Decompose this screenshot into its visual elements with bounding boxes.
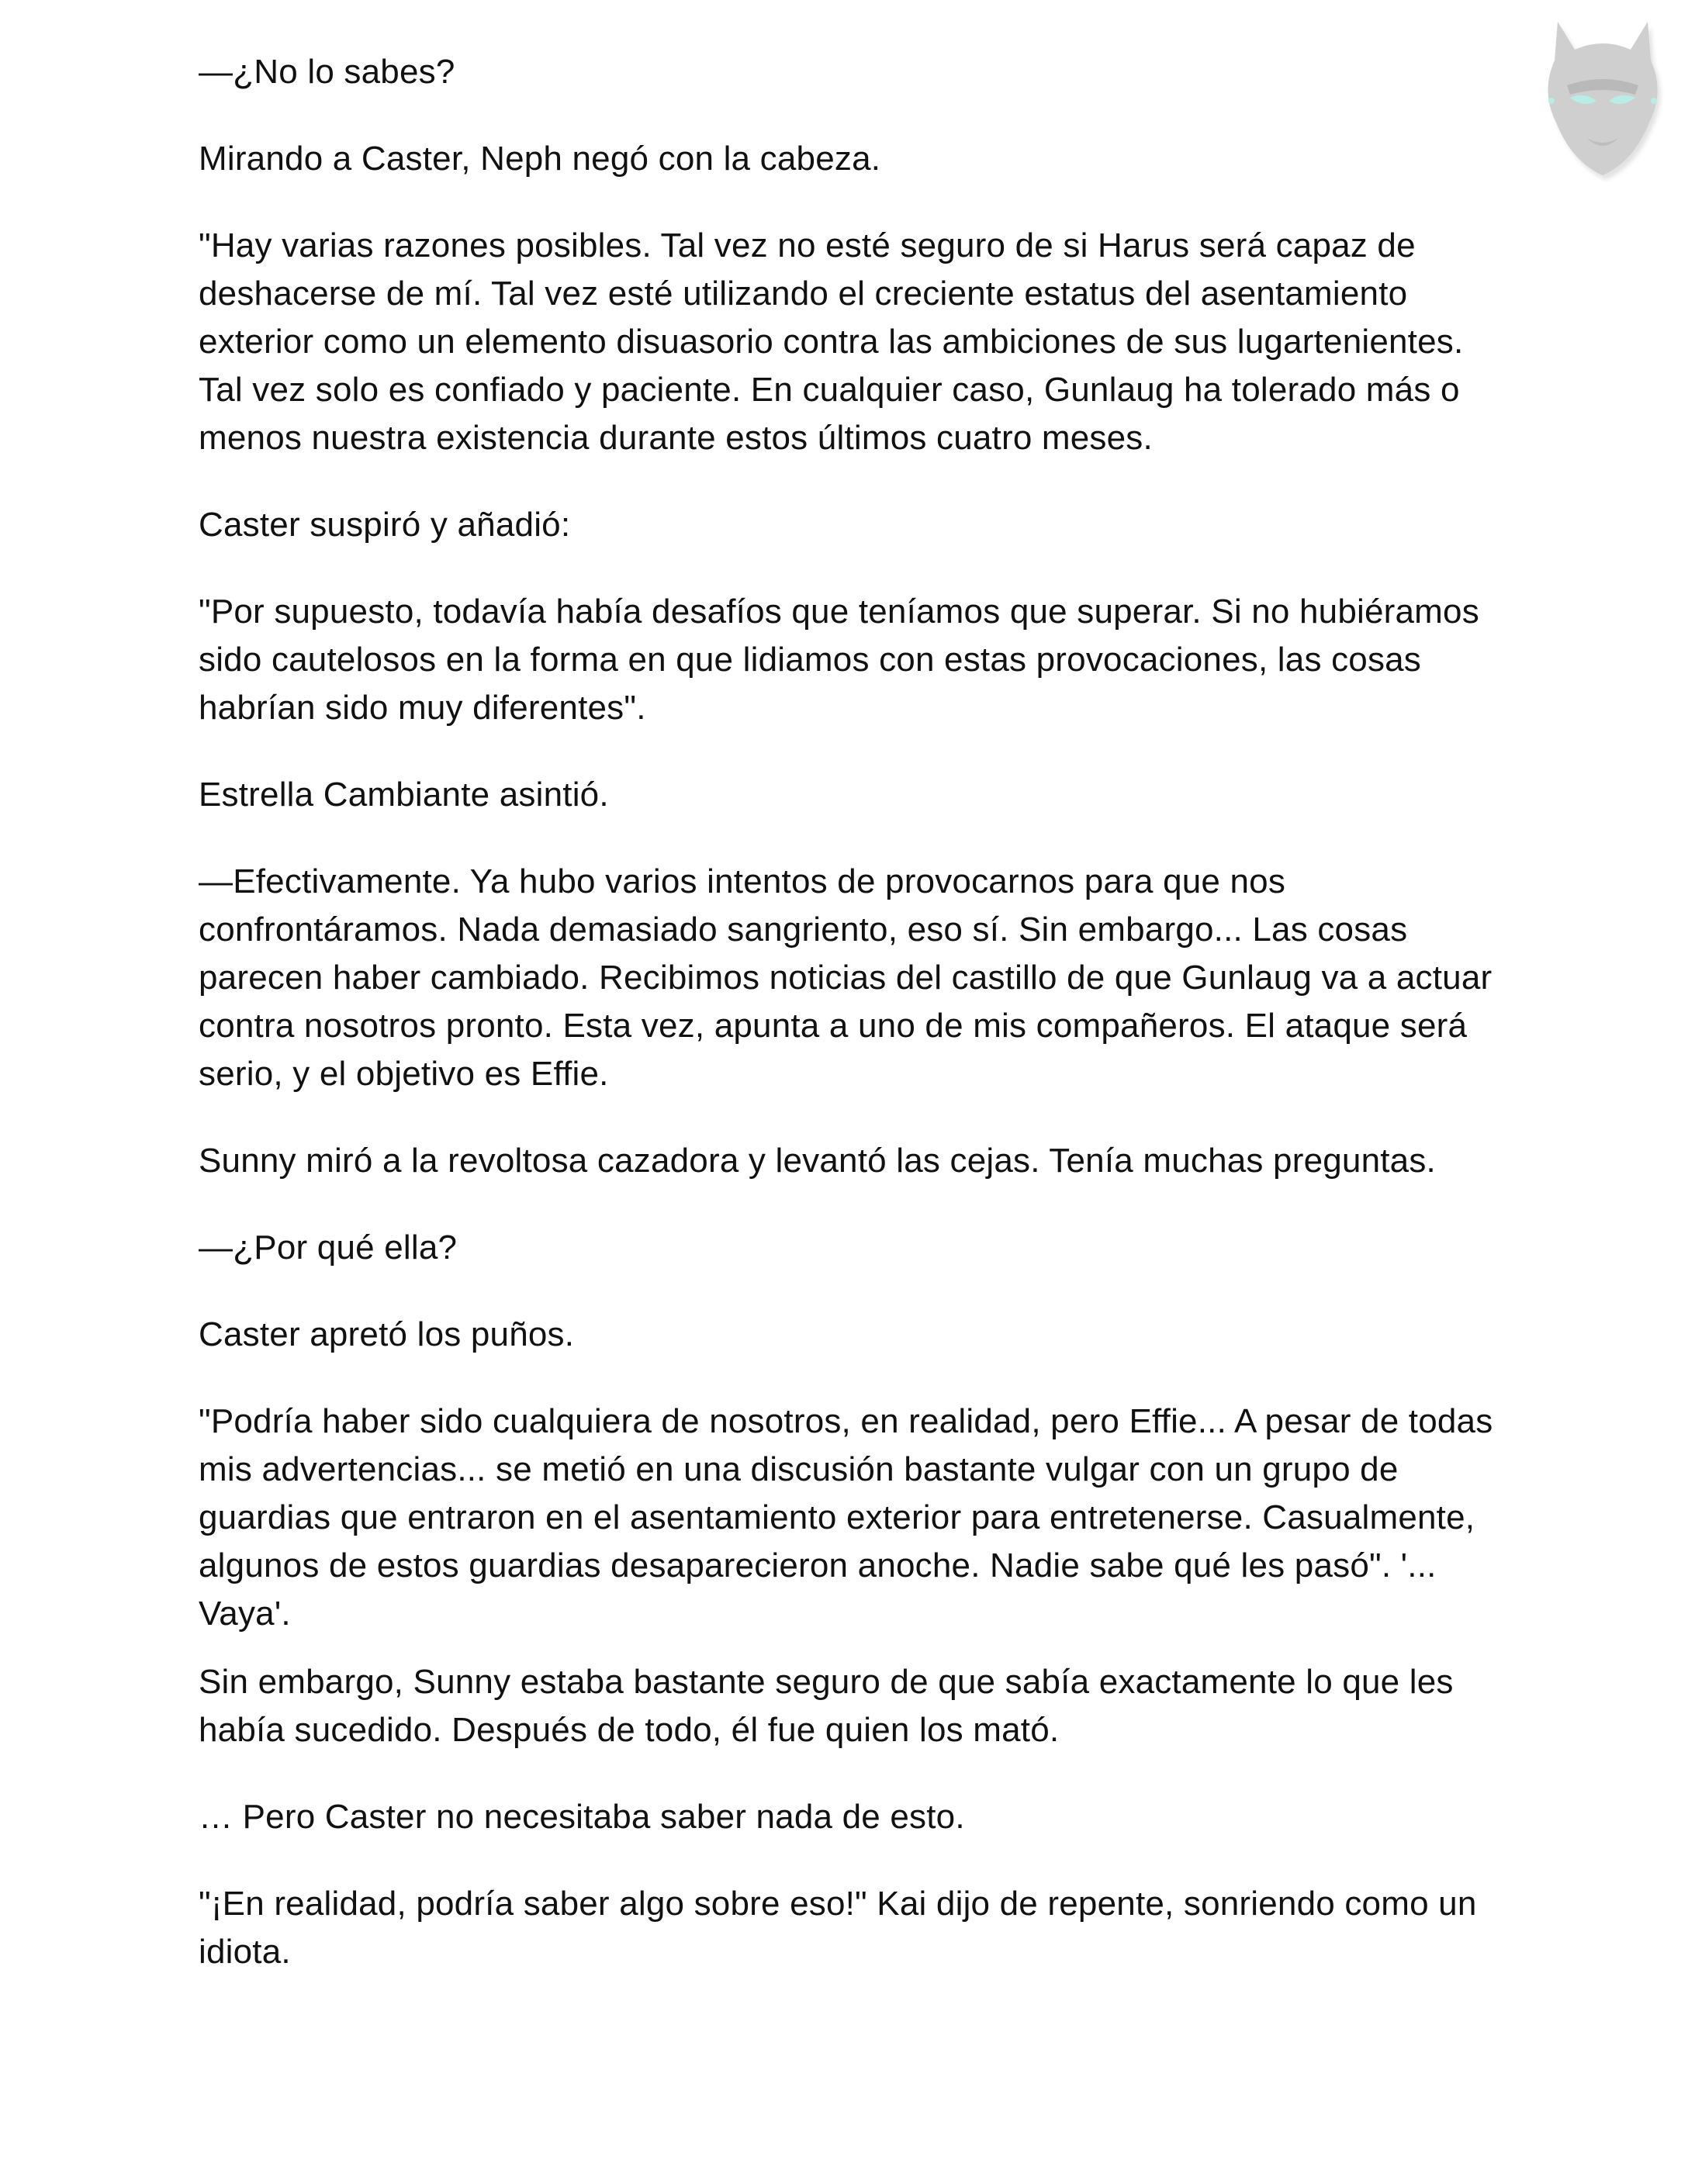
- paragraph: —Efectivamente. Ya hubo varios intentos de provocarnos para que nos confrontáramos. Nada demasiado sangriento, eso sí. Sin embargo... Las cosas parecen haber cambiado. Recibimos noticias del castillo de que Gunlaug va a actuar contra nosotros pronto. Esta vez, apunta a uno de mis compañeros. El ataque será serio, y el objetivo es Effie.: [199, 862, 1493, 1093]
- document-body: [199, 48, 1502, 2015]
- paragraph: … Pero Caster no necesitaba saber nada de esto.: [199, 1798, 965, 1836]
- paragraph: —¿No lo sabes?: [199, 53, 455, 91]
- paragraph: Mirando a Caster, Neph negó con la cabeza.: [199, 140, 881, 178]
- demon-head-icon: [1527, 14, 1679, 185]
- paragraph: "Hay varias razones posibles. Tal vez no esté seguro de si Harus será capaz de deshacerse de mí. Tal vez esté utilizando el creciente estatus del asentamiento exterior como un elemento disuasorio contra las ambiciones de sus lugartenientes. Tal vez solo es confiado y paciente. En cualquier caso, Gunlaug ha tolerado más o menos nuestra existencia durante estos últimos cuatro meses.: [199, 226, 1464, 457]
- paragraph: —¿Por qué ella?: [199, 1228, 458, 1267]
- paragraph: "¡En realidad, podría saber algo sobre eso!" Kai dijo de repente, sonriendo como un idiota.: [199, 1885, 1477, 1971]
- paragraph: "Por supuesto, todavía había desafíos que teníamos que superar. Si no hubiéramos sido cautelosos en la forma en que lidiamos con estas provocaciones, las cosas habrían sido muy diferentes".: [199, 593, 1479, 727]
- paragraph: Estrella Cambiante asintió.: [199, 776, 609, 814]
- paragraph: Caster apretó los puños.: [199, 1315, 575, 1353]
- paragraph: Caster suspiró y añadió:: [199, 506, 571, 544]
- paragraph: Sunny miró a la revoltosa cazadora y levantó las cejas. Tenía muchas preguntas.: [199, 1142, 1436, 1180]
- paragraph: Sin embargo, Sunny estaba bastante seguro de que sabía exactamente lo que les había sucedido. Después de todo, él fue quien los mató.: [199, 1663, 1454, 1749]
- paragraph: "Podría haber sido cualquiera de nosotros, en realidad, pero Effie... A pesar de todas mis advertencias... se metió en una discusión bastante vulgar con un grupo de guardias que entraron en el asentamiento exterior para entretenerse. Casualmente, algunos de estos guardias desaparecieron anoche. Nadie sabe qué les pasó". '... Vaya'.: [199, 1402, 1493, 1633]
